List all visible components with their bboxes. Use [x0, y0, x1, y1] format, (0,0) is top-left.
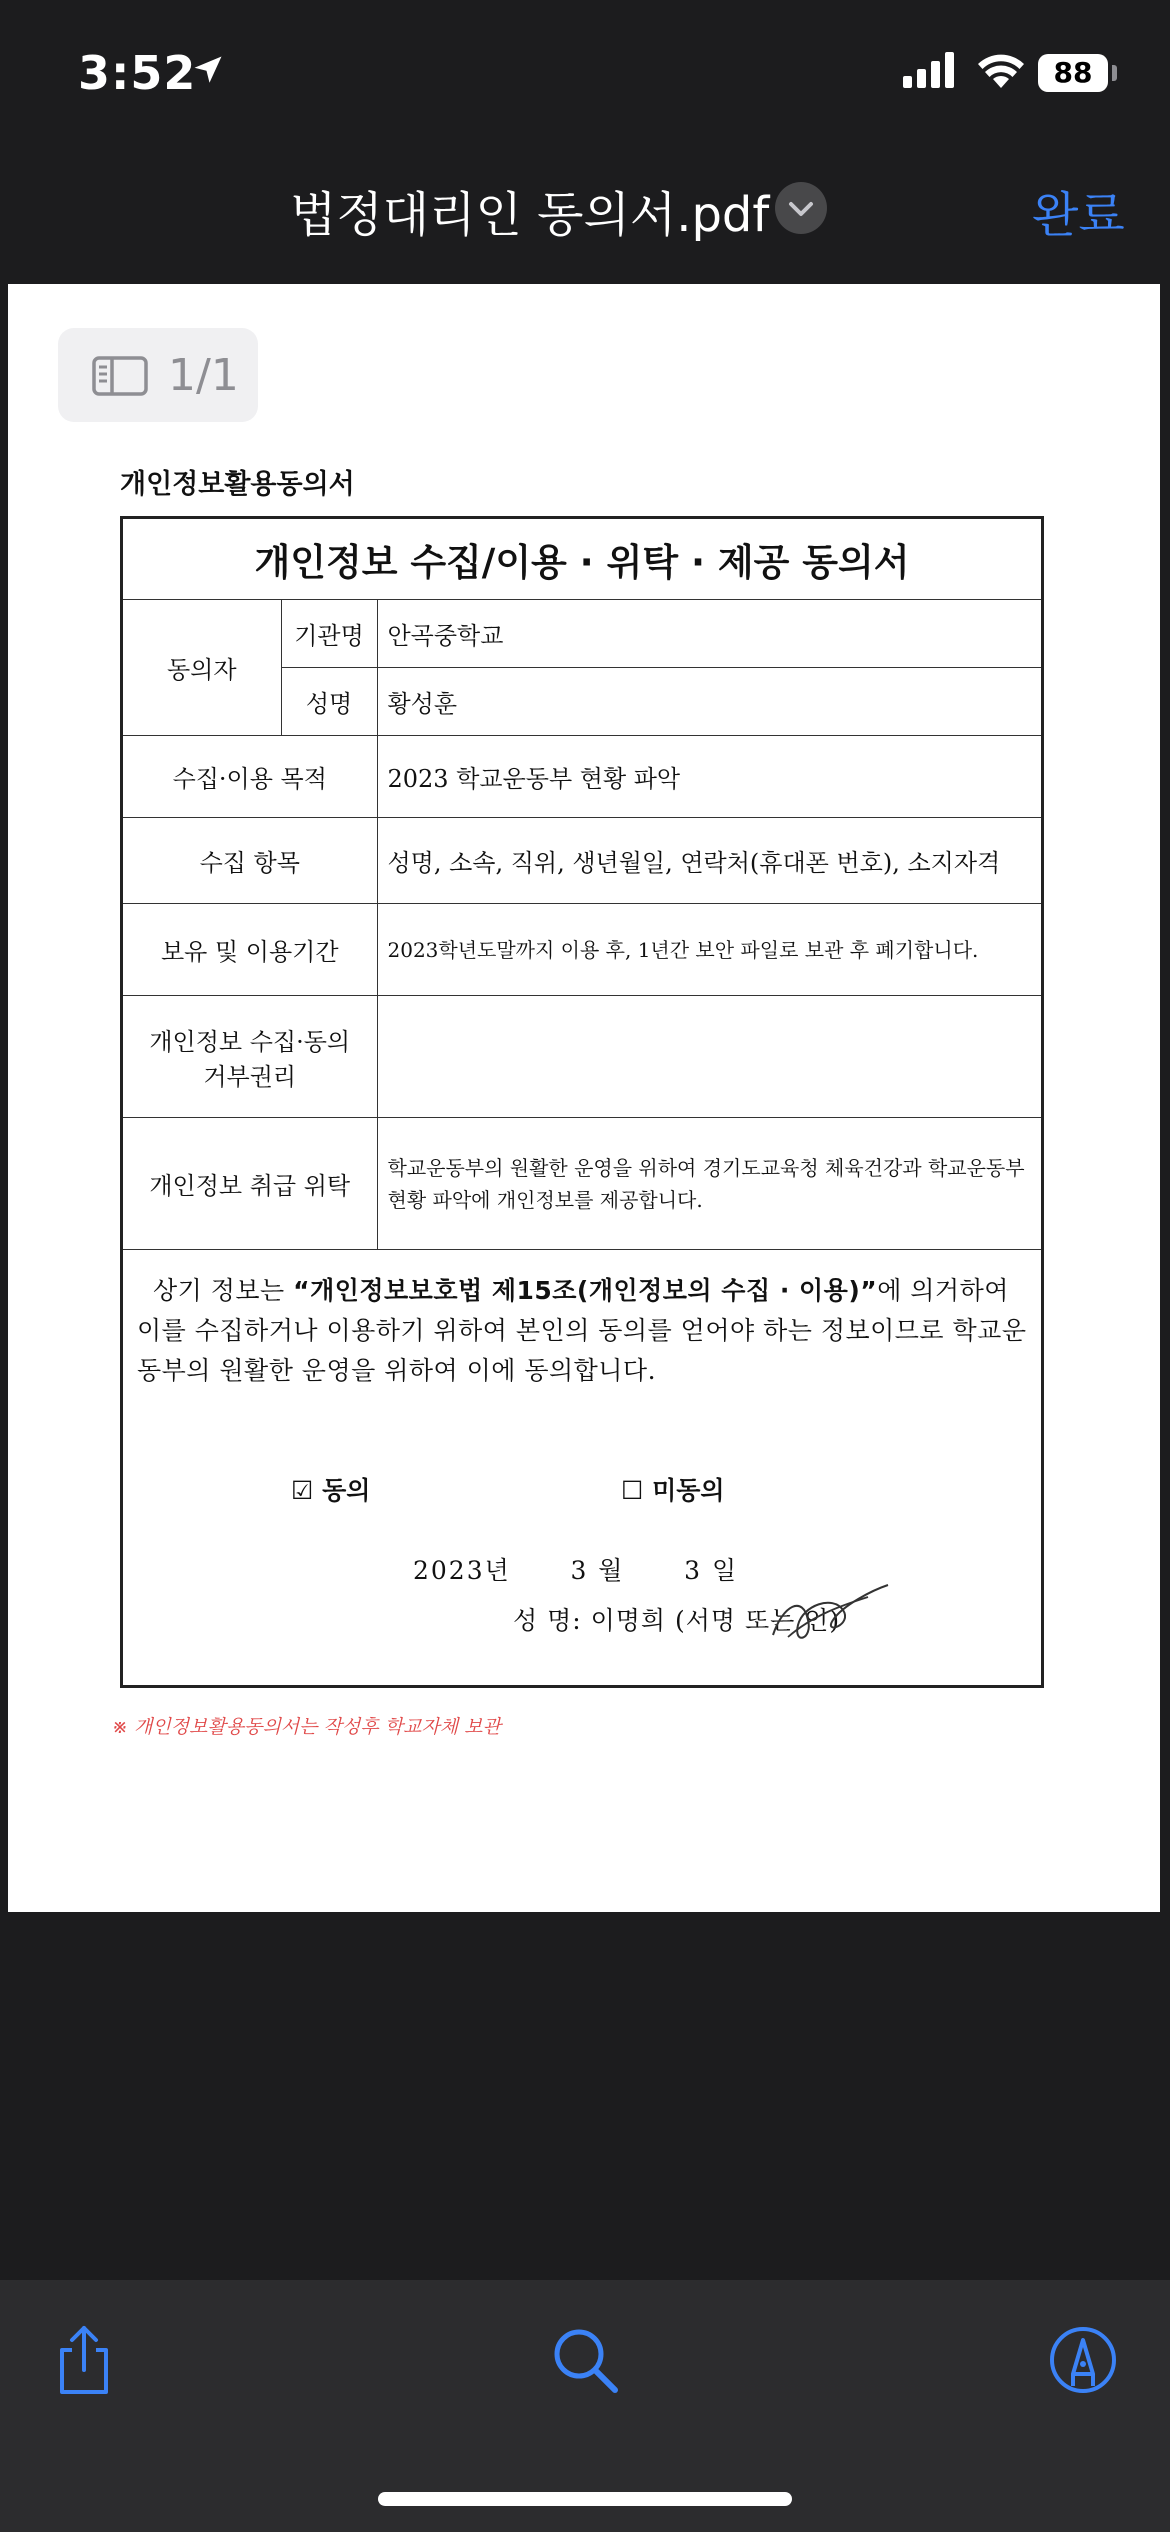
- name-label: 성명: [281, 668, 377, 736]
- markup-icon: [1043, 2320, 1123, 2400]
- form-heading: 개인정보활용동의서: [120, 469, 355, 500]
- document-title[interactable]: 법정대리인 동의서.pdf: [290, 187, 770, 243]
- statement-prefix: 상기 정보는: [153, 1276, 294, 1305]
- share-button[interactable]: [44, 2320, 124, 2400]
- wifi-icon: [976, 50, 1026, 88]
- status-bar: [0, 0, 1170, 140]
- form-title: 개인정보 수집/이용 · 위탁 · 제공 동의서: [123, 519, 1041, 600]
- share-icon: [44, 2320, 124, 2400]
- search-button[interactable]: [545, 2320, 625, 2400]
- purpose-label: 수집·이용 목적: [123, 736, 377, 818]
- consent-statement: [137, 1271, 1031, 1391]
- signature-line: 성 명: 이명희 (서명 또는 인): [513, 1606, 841, 1635]
- entrust-value: 학교운동부의 원활한 운영을 위하여 경기도교육청 체육건강과 학교운동부 현황 파악에 개인정보를 제공합니다.: [377, 1118, 1041, 1250]
- refusal-rights-label: [123, 996, 377, 1118]
- home-indicator[interactable]: [378, 2492, 792, 2506]
- institution-value: 안곡중학교: [377, 600, 1041, 668]
- page-count: 1/1: [168, 350, 239, 401]
- sidebar-icon: [92, 356, 148, 396]
- statement-suffix: 에 의거하여 이를 수집하거나 이용하기 위하여 본인의 동의를 얻어야 하는 정보이므로 학교운동부의 원활한 운영을 위하여 이에 동의합니다.: [137, 1276, 1027, 1385]
- location-arrow-icon: [190, 52, 226, 88]
- pdf-page[interactable]: [8, 284, 1160, 1912]
- refusal-label-line-2: 거부권리: [203, 1062, 297, 1091]
- status-time: 3:52: [78, 46, 197, 100]
- retention-value: 2023학년도말까지 이용 후, 1년간 보안 파일로 보관 후 폐기합니다.: [377, 904, 1041, 996]
- refusal-rights-value: [377, 996, 1041, 1118]
- consent-form: [120, 516, 1044, 1688]
- page-indicator[interactable]: [58, 328, 258, 422]
- navigation-bar: [0, 140, 1170, 280]
- date-line: 2023년 3 월 3 일: [413, 1556, 739, 1585]
- disagree-checkbox: ☐ 미동의: [621, 1476, 725, 1505]
- battery-tip: [1112, 65, 1117, 81]
- items-value: 성명, 소속, 직위, 생년월일, 연락처(휴대폰 번호), 소지자격: [377, 818, 1041, 904]
- refusal-label-line-1: 개인정보 수집·동의: [149, 1027, 351, 1056]
- handwritten-signature: [763, 1575, 893, 1655]
- search-icon: [545, 2320, 625, 2400]
- purpose-value: 2023 학교운동부 현황 파악: [377, 736, 1041, 818]
- cellular-signal-icon: [903, 52, 955, 88]
- chevron-down-icon: [775, 182, 827, 234]
- consent-table: [123, 519, 1041, 1250]
- markup-button[interactable]: [1043, 2320, 1123, 2400]
- name-value: 황성훈: [377, 668, 1041, 736]
- title-menu-button[interactable]: [775, 182, 827, 234]
- agree-checkbox: ☑ 동의: [291, 1476, 371, 1505]
- footnote: ※ 개인정보활용동의서는 작성후 학교자체 보관: [112, 1716, 501, 1738]
- items-label: 수집 항목: [123, 818, 377, 904]
- statement-law: “개인정보보호법 제15조(개인정보의 수집 · 이용)”: [293, 1276, 878, 1305]
- done-button[interactable]: 완료: [1032, 187, 1125, 243]
- consenter-label: 동의자: [123, 600, 281, 736]
- institution-label: 기관명: [281, 600, 377, 668]
- battery-indicator: 88: [1038, 54, 1108, 92]
- entrust-label: 개인정보 취급 위탁: [123, 1118, 377, 1250]
- retention-label: 보유 및 이용기간: [123, 904, 377, 996]
